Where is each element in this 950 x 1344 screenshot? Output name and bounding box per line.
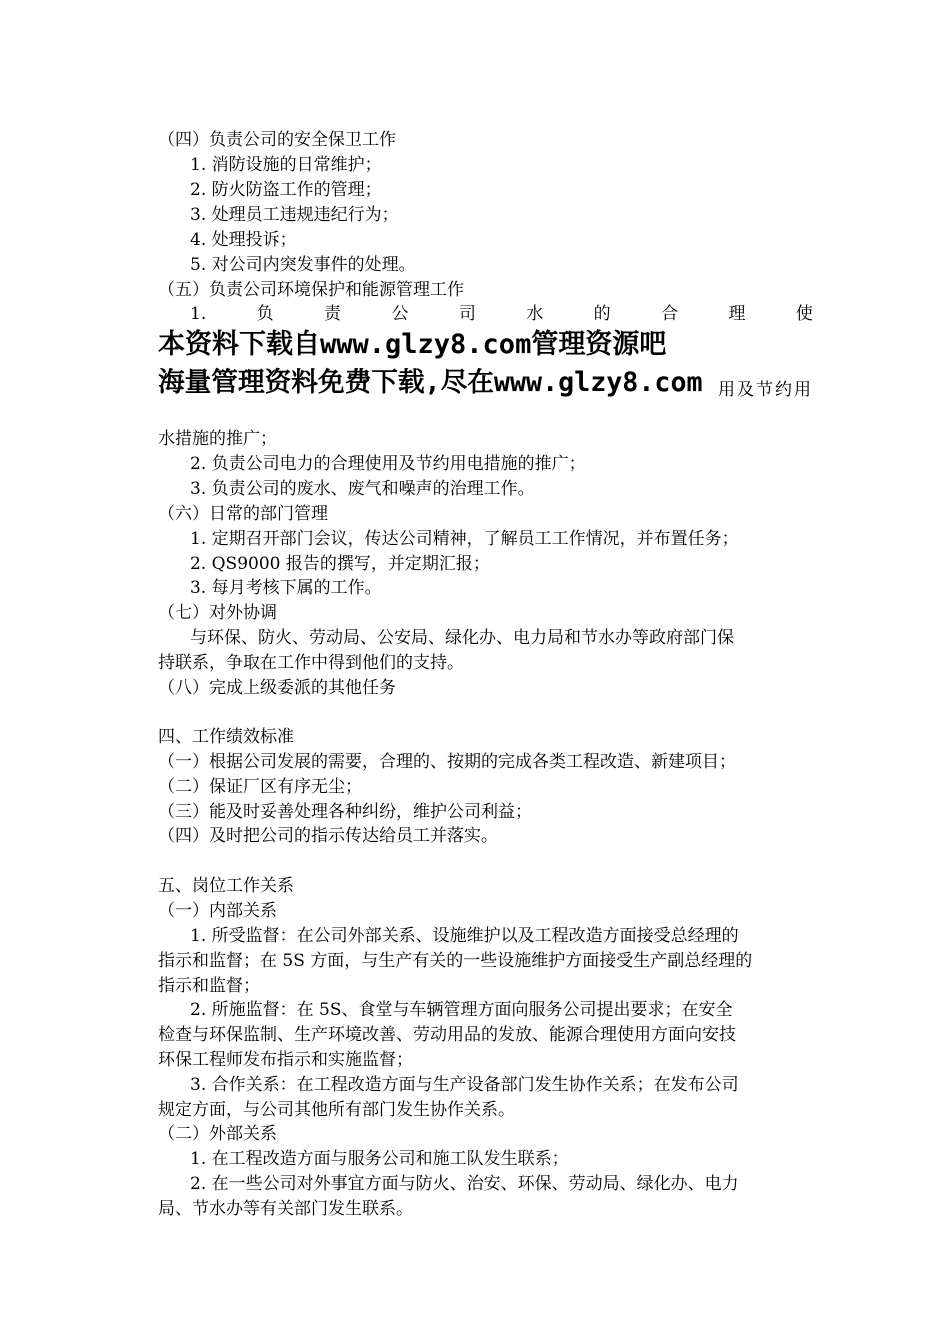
- section-heading: （一）内部关系: [158, 901, 277, 921]
- section-heading: （七）对外协调: [158, 603, 277, 623]
- section-heading: （八）完成上级委派的其他任务: [158, 678, 396, 698]
- word: 合: [661, 304, 679, 324]
- watermark-line: 海量管理资料免费下载,尽在www.glzy8.com: [158, 367, 703, 398]
- section-heading: （四）负责公司的安全保卫工作: [158, 130, 396, 150]
- list-item: 3. 负责公司的废水、废气和噪声的治理工作。: [190, 479, 535, 499]
- list-item: 1. 消防设施的日常维护；: [190, 155, 382, 175]
- list-item: （四）及时把公司的指示传达给员工并落实。: [158, 826, 498, 846]
- word: 1.: [190, 304, 207, 324]
- justified-line: [190, 302, 813, 326]
- word: 的: [593, 304, 611, 324]
- paragraph-line: 指示和监督；在 5S 方面，与生产有关的一些设施维护方面接受生产副总经理的: [158, 951, 753, 971]
- list-item: 1. 定期召开部门会议，传达公司精神，了解员工工作情况，并布置任务；: [190, 529, 739, 549]
- paragraph-line: 水措施的推广；: [158, 429, 277, 449]
- word: 使: [795, 304, 813, 324]
- part-heading: 五、岗位工作关系: [158, 876, 294, 896]
- list-item: （一）根据公司发展的需要，合理的、按期的完成各类工程改造、新建项目；: [158, 752, 736, 772]
- paragraph-line: 3. 合作关系：在工程改造方面与生产设备部门发生协作关系；在发布公司: [190, 1075, 739, 1095]
- paragraph-line: 持联系，争取在工作中得到他们的支持。: [158, 653, 464, 673]
- word: 水: [526, 304, 544, 324]
- watermark-line: 本资料下载自www.glzy8.com管理资源吧: [158, 329, 667, 360]
- paragraph-line: 环保工程师发布指示和实施监督；: [158, 1050, 413, 1070]
- list-item: 3. 处理员工违规违纪行为；: [190, 205, 399, 225]
- paragraph-line: 检查与环保监制、生产环境改善、劳动用品的发放、能源合理使用方面向安技: [158, 1025, 736, 1045]
- list-item: 2. 防火防盗工作的管理；: [190, 180, 382, 200]
- list-item: 1. 在工程改造方面与服务公司和施工队发生联系；: [190, 1149, 569, 1169]
- list-item: 5. 对公司内突发事件的处理。: [190, 255, 416, 275]
- line-tail: 用及节约用: [718, 380, 813, 400]
- paragraph-line: 与环保、防火、劳动局、公安局、绿化办、电力局和节水办等政府部门保: [190, 628, 734, 648]
- word: 公: [391, 304, 409, 324]
- paragraph-line: 1. 所受监督：在公司外部关系、设施维护以及工程改造方面接受总经理的: [190, 926, 739, 946]
- paragraph-line: 局、节水办等有关部门发生联系。: [158, 1199, 413, 1219]
- list-item: 2. 负责公司电力的合理使用及节约用电措施的推广；: [190, 454, 586, 474]
- list-item: （三）能及时妥善处理各种纠纷，维护公司利益；: [158, 802, 532, 822]
- list-item: 2. QS9000 报告的撰写，并定期汇报；: [190, 554, 490, 574]
- part-heading: 四、工作绩效标准: [158, 727, 294, 747]
- list-item: 4. 处理投诉；: [190, 230, 297, 250]
- word: 司: [458, 304, 476, 324]
- paragraph-line: 规定方面，与公司其他所有部门发生协作关系。: [158, 1100, 515, 1120]
- paragraph-line: 指示和监督；: [158, 976, 260, 996]
- list-item: （二）保证厂区有序无尘；: [158, 777, 362, 797]
- paragraph-line: 2. 所施监督：在 5S、食堂与车辆管理方面向服务公司提出要求；在安全: [190, 1000, 733, 1020]
- paragraph-line: 2. 在一些公司对外事宜方面与防火、治安、环保、劳动局、绿化办、电力: [190, 1174, 739, 1194]
- word: 理: [728, 304, 746, 324]
- list-item: 3. 每月考核下属的工作。: [190, 578, 382, 598]
- section-heading: （五）负责公司环境保护和能源管理工作: [158, 280, 464, 300]
- word: 负: [256, 304, 274, 324]
- section-heading: （六）日常的部门管理: [158, 504, 328, 524]
- section-heading: （二）外部关系: [158, 1124, 277, 1144]
- word: 责: [324, 304, 342, 324]
